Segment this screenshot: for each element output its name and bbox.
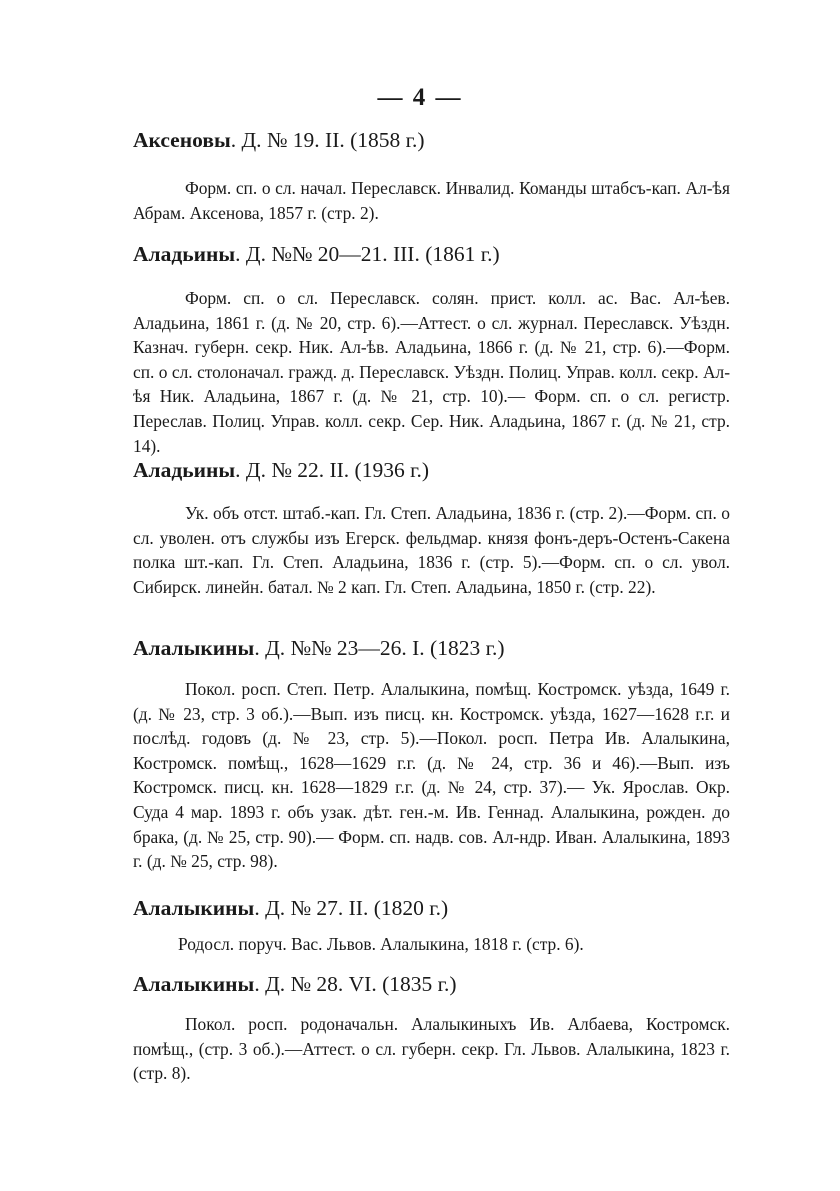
entry-heading (133, 240, 730, 268)
entry-heading (133, 970, 730, 998)
entry-aksenovy (133, 126, 730, 225)
family-name: Алалыкины (133, 636, 255, 660)
entry-text: Покол. росп. Степ. Петр. Алалыкина, помѣщ. Костромск. уѣзда, 1649 г. (д. № 23, стр. 3 об.).—Вып. изъ писц. кн. Костромск. уѣзда, 1627—1628 г.г. и послѣд. годовъ (д. № 23, стр. 5).—Покол. росп. Петра Ив. Алалыкина, Костромск. помѣщ., 1628—1629 г.г. (д. № 24, стр. 36 и 46).—Вып. изъ Костромск. писц. кн. 1628—1829 г.г. (д. № 24, стр. 37).— Ук. Ярослав. Окр. Суда 4 мар. 1893 г. объ узак. дѣт. ген.-м. Ив. Геннад. Алалыкина, рожден. до брака, (д. № 25, стр. 90).— Форм. сп. надв. сов. Ал-ндр. Иван. Алалыкина, 1893 г. (д. № 25, стр. 98). (133, 679, 730, 872)
entry-aladiny-20-21 (133, 240, 730, 458)
entry-heading (133, 456, 730, 484)
family-name: Алалыкины (133, 972, 255, 996)
family-name: Аладьины (133, 458, 236, 482)
entry-alalykiny-28 (133, 970, 730, 1086)
entry-text: Форм. сп. о сл. начал. Переславск. Инвалид. Команды штабсъ-кап. Ал-ѣя Абрам. Аксенова, 1857 г. (стр. 2). (133, 178, 730, 223)
file-reference: . Д. № 27. II. (1820 г.) (254, 896, 449, 920)
entry-alalykiny-27 (133, 894, 730, 957)
family-name: Алалыкины (133, 896, 255, 920)
file-reference: . Д. № 22. II. (1936 г.) (235, 458, 429, 482)
file-reference: . Д. № 19. II. (1858 г.) (230, 128, 425, 152)
entry-text: Родосл. поруч. Вас. Львов. Алалыкина, 1818 г. (стр. 6). (178, 934, 584, 954)
family-name: Аладьины (133, 242, 236, 266)
entry-text: Ук. объ отст. штаб.-кап. Гл. Степ. Аладьина, 1836 г. (стр. 2).—Форм. сп. о сл. уволен. отъ службы изъ Егерск. фельдмар. князя фонъ-деръ-Остенъ-Сакена полка шт.-кап. Гл. Степ. Аладьина, 1836 г. (стр. 5).—Форм. сп. о сл. увол. Сибирск. линейн. батал. № 2 кап. Гл. Степ. Аладьина, 1850 г. (стр. 22). (133, 503, 730, 597)
file-reference: . Д. №№ 23—26. I. (1823 г.) (254, 636, 505, 660)
entry-heading (133, 634, 730, 662)
entry-heading (133, 894, 730, 922)
entry-alalykiny-23-26 (133, 634, 730, 874)
file-reference: . Д. №№ 20—21. III. (1861 г.) (235, 242, 500, 266)
page-number: — 4 — (377, 84, 463, 111)
entry-heading (133, 126, 730, 154)
entry-aladiny-22 (133, 456, 730, 599)
entry-text: Покол. росп. родоначальн. Алалыкиныхъ Ив. Албаева, Костромск. помѣщ., (стр. 3 об.).—Аттест. о сл. губерн. секр. Гл. Львов. Алалыкина, 1823 г. (стр. 8). (133, 1014, 730, 1084)
family-name: Аксеновы (133, 128, 231, 152)
entry-text: Форм. сп. о сл. Переславск. солян. прист. колл. ас. Вас. Ал-ѣев. Аладьина, 1861 г. (д. № 20, стр. 6).—Аттест. о сл. журнал. Переславск. Уѣздн. Казнач. губерн. секр. Ник. Ал-ѣв. Аладьина, 1866 г. (д. № 21, стр. 6).—Форм. сп. о сл. столоначал. гражд. д. Переславск. Уѣздн. Полиц. Управ. колл. секр. Ал-ѣя Ник. Аладьина, 1867 г. (д. № 21, стр. 10).— Форм. сп. о сл. регистр. Переслав. Полиц. Управ. колл. секр. Сер. Ник. Аладьина, 1867 г. (д. № 21, стр. 14). (133, 288, 730, 456)
file-reference: . Д. № 28. VI. (1835 г.) (254, 972, 457, 996)
